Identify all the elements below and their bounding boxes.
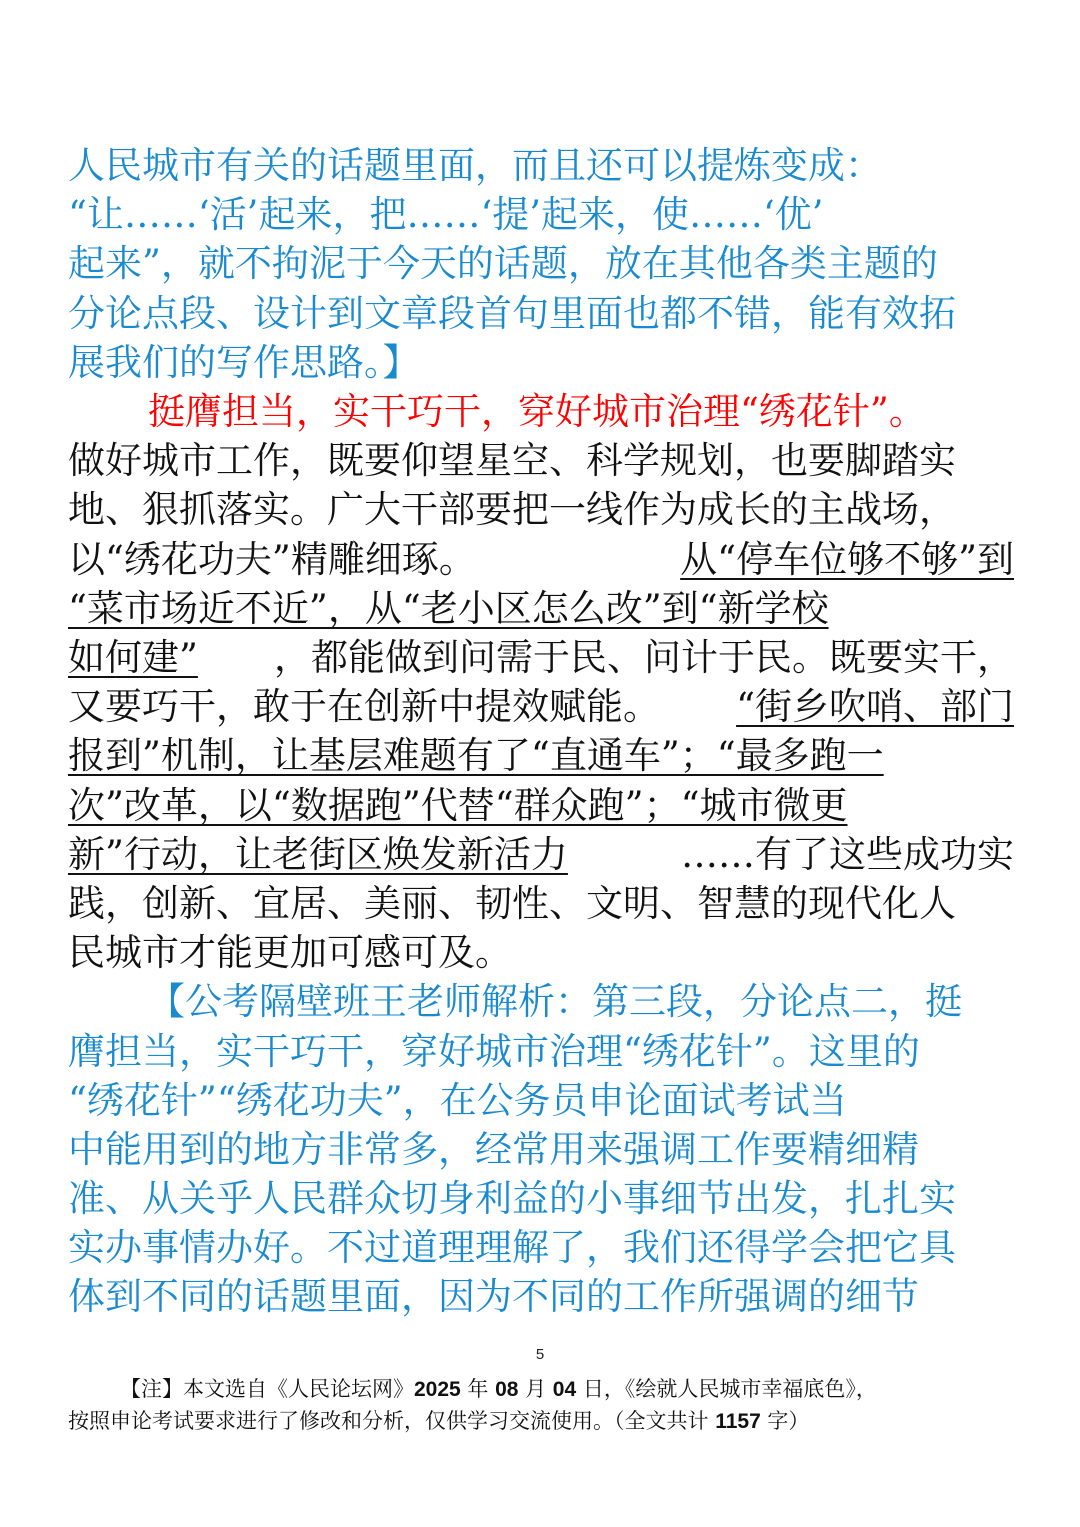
analysis-prev-line-4: 分论点段、设计到文章段首句里面也都不错，能有效拓	[68, 292, 956, 335]
page-number: 5	[535, 1346, 545, 1363]
body-line-9	[68, 831, 1014, 879]
section-heading: 挺膺担当，实干巧干，穿好城市治理“绣花针”。	[148, 390, 926, 433]
body-line-9-plain: ……有了这些成功实	[681, 833, 1014, 876]
analysis-prev-line-3: 起来”，就不拘泥于今天的话题，放在其他各类主题的	[68, 242, 938, 285]
body-line-2: 地、狠抓落实。广大干部要把一线作为成长的主战场，	[68, 488, 956, 531]
body-line-3-underlined: 从“停车位够不够”到	[680, 538, 1014, 581]
body-line-5-underlined: 如何建”	[68, 636, 198, 679]
analysis-line-2: 膺担当，实干巧干，穿好城市治理“绣花针”。这里的	[68, 1030, 920, 1073]
analysis-prev-line-2: “让……‘活’起来，把……‘提’起来，使……‘优’	[68, 193, 824, 236]
analysis-line-5: 准、从关乎人民群众切身利益的小事细节出发，扎扎实	[68, 1177, 956, 1220]
body-line-9-underlined: 新”行动，让老街区焕发新活力	[68, 833, 568, 876]
body-line-8: 次”改革，以“数据跑”代替“群众跑”；“城市微更	[68, 784, 848, 827]
analysis-line-7: 体到不同的话题里面，因为不同的工作所强调的细节	[68, 1275, 919, 1318]
body-line-1: 做好城市工作，既要仰望星空、科学规划，也要脚踏实	[68, 439, 956, 482]
body-line-5	[68, 634, 1014, 682]
analysis-line-6: 实办事情办好。不过道理理解了，我们还得学会把它具	[68, 1226, 956, 1269]
body-line-6-plain: 又要巧干，敢于在创新中提效赋能。	[68, 685, 660, 728]
body-line-3-plain: 以“绣花功夫”精雕细琢。	[68, 538, 476, 581]
analysis-line-3: “绣花针”“绣花功夫”，在公务员申论面试考试当	[68, 1079, 847, 1122]
analysis-prev-line-5: 展我们的写作思路。】	[68, 341, 420, 384]
analysis-prev-line-1: 人民城市有关的话题里面，而且还可以提炼变成：	[68, 144, 882, 187]
body-line-7: 报到”机制，让基层难题有了“直通车”；“最多跑一	[68, 734, 884, 777]
analysis-line-4: 中能用到的地方非常多，经常用来强调工作要精细精	[68, 1128, 919, 1171]
body-line-6-underlined: “街乡吹哨、部门	[736, 685, 1014, 728]
body-line-11: 民城市才能更加可感可及。	[68, 931, 512, 974]
footnote-line-2: 按照申论考试要求进行了修改和分析，仅供学习交流使用。（全文共计 1157 字）	[68, 1409, 810, 1433]
footnote-line-1: 【注】本文选自《人民论坛网》2025 年 08 月 04 日，《绘就人民城市幸福底色》，	[120, 1377, 877, 1401]
body-line-5-plain: ，都能做到问需于民、问计于民。既要实干，	[274, 636, 1014, 679]
body-line-10: 践，创新、宜居、美丽、韧性、文明、智慧的现代化人	[68, 882, 956, 925]
body-line-3	[68, 536, 1014, 584]
analysis-line-1: 【公考隔壁班王老师解析：第三段，分论点二，挺	[148, 980, 962, 1023]
body-line-4: “菜市场近不近”，从“老小区怎么改”到“新学校	[68, 587, 829, 630]
body-line-6	[68, 683, 1014, 731]
